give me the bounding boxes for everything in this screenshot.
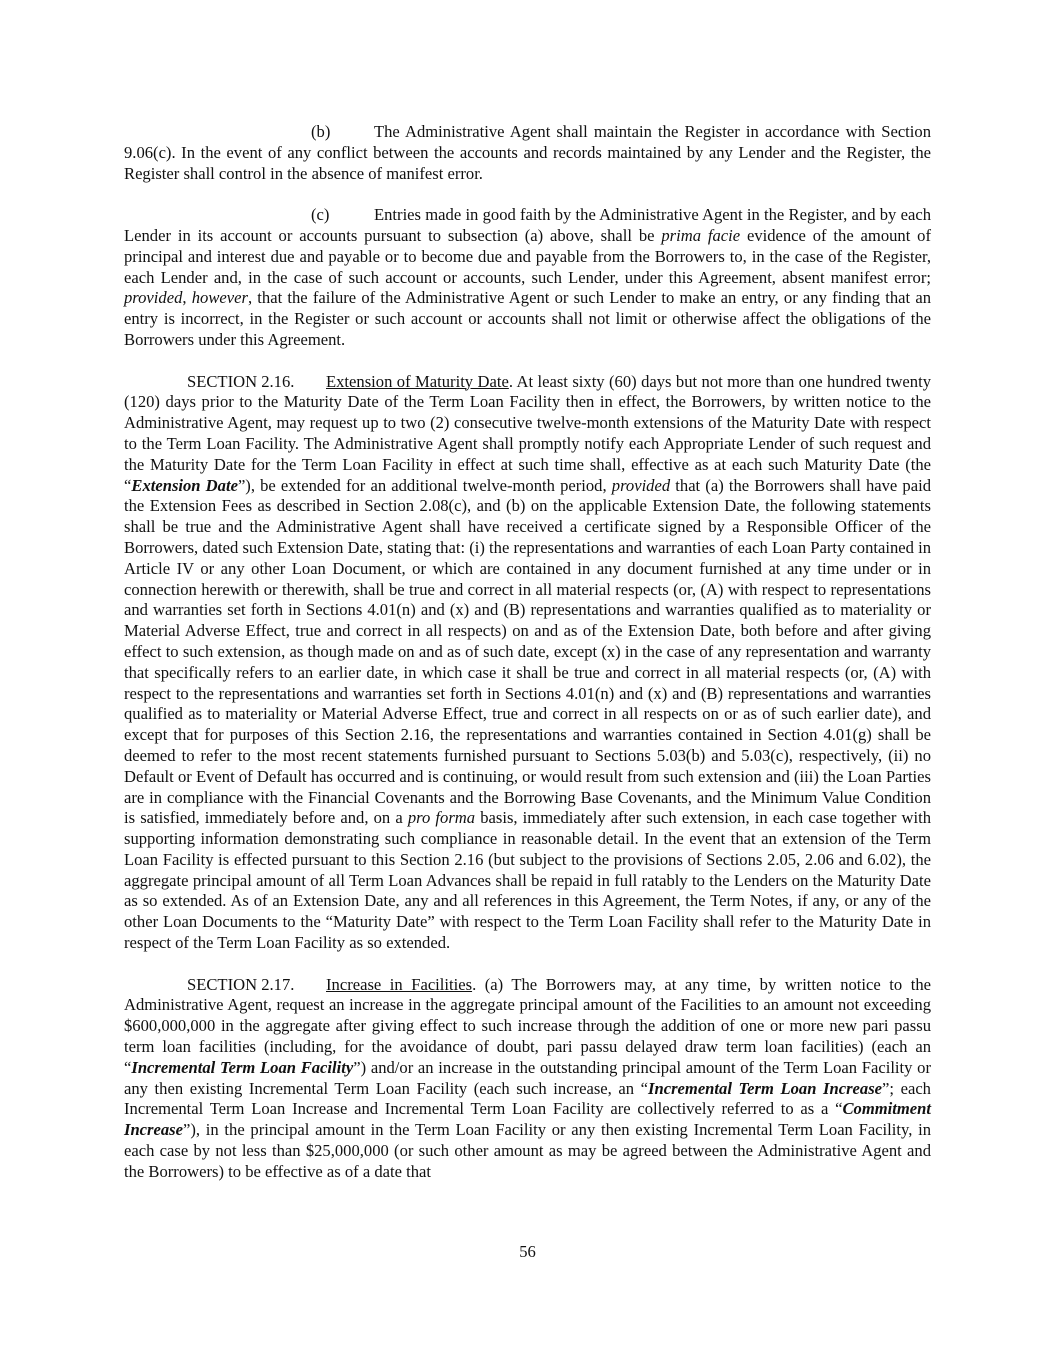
italic-term: provided	[611, 475, 671, 495]
defined-term: Incremental Term Loan Increase	[648, 1078, 883, 1098]
paragraph-b-label: (b)	[311, 122, 331, 141]
section-2-16-text: that (a) the Borrowers shall have paid the Extension Fees as described in Section 2.08(c), and (b) on the applicable Extension Date, the following statements shall be true and the Administrative Agent shall have received a certificate signed by a Responsible Officer of the Borrowers, dated such Extension Date, stating that: (i) the representations and warranties of each Loan Party contained in Article IV or any other Loan Document, or which are contained in any document furnished at any time under or in connection herewith or therewith, shall be true and correct in all material respects (or, (A) with respect to representations and warranties set forth in Sections 4.01(n) and (x) and (B) representations and warranties qualified as to materiality or Material Adverse Effect, true and correct in all respects) on and as of the Extension Date, both before and after giving effect to such extension, as though made on and as of such date, except (x) in the case of any representation and warranty that specifically refers to an earlier date, in which case it shall be true and correct in all material respects (or, (A) with respect to the representations and warranties set forth in Sections 4.01(n) and (x) and (B) representations and warranties qualified as to materiality or Material Adverse Effect, true and correct in all respects on or as of such earlier date), and except that for purposes of this Section 2.16, the representations and warranties contained in Section 4.01(g) shall be deemed to refer to the most recent statements furnished pursuant to Sections 5.03(b) and 5.03(c), respectively, (ii) no Default or Event of Default has occurred and is continuing, or would result from such extension and (iii) the Loan Parties are in compliance with the Financial Covenants and the Borrowing Base Covenants, and the Minimum Value Condition is satisfied, immediately before and, on a	[124, 475, 931, 828]
paragraph-b-text: The Administrative Agent shall maintain the Register in accordance with Section 9.06(c). In the event of any conflict between the accounts and records maintained by any Lender and the Register, the Register shall control in the absence of manifest error.	[124, 122, 931, 183]
section-2-16-text: ”), be extended for an additional twelve-month period,	[237, 475, 612, 495]
defined-term: Commitment Increase	[124, 1099, 931, 1140]
paragraph-c-text: evidence of the amount of principal and interest due and payable or to become due and payable from the Borrowers to, in the case of the Register, each Lender and, in the case of such account or accounts, such Lender, under this Agreement, absent manifest error;	[124, 225, 931, 287]
section-2-16	[124, 372, 931, 954]
section-2-17	[124, 975, 931, 1183]
section-2-17-text: ”) and/or an increase in the outstanding principal amount of the Term Loan Facility or any then existing Incremental Term Loan Facility (each such increase, an “	[124, 1057, 931, 1098]
italic-term: pro forma	[407, 808, 476, 828]
paragraph-c-text: Entries made in good faith by the Administrative Agent in the Register, and by each Lender in its account or accounts pursuant to subsection (a) above, shall be	[124, 205, 931, 245]
paragraph-c-text: , that the failure of the Administrative Agent or such Lender to make an entry, or any finding that an entry is incorrect, in the Register or such account or accounts shall not limit or otherwise affect the obligations of the Borrowers under this Agreement.	[124, 288, 931, 349]
section-2-17-number: SECTION 2.17.	[187, 974, 295, 994]
defined-term: Extension Date	[131, 475, 238, 495]
italic-term: prima facie	[661, 225, 741, 245]
paragraph-b	[124, 122, 931, 184]
page-number: 56	[519, 1242, 536, 1261]
section-2-16-number: SECTION 2.16.	[187, 371, 295, 391]
section-2-17-text: ”; each Incremental Term Loan Increase and Incremental Term Loan Facility are collectively referred to as a “	[124, 1078, 931, 1119]
italic-term: provided	[124, 288, 183, 308]
section-2-16-text: basis, immediately after such extension, in each case together with supporting information demonstrating such compliance in reasonable detail. In the event that an extension of the Term Loan Facility is effected pursuant to this Section 2.16 (but subject to the provisions of Sections 2.05, 2.06 and 6.02), the aggregate principal amount of all Term Loan Advances shall be repaid in full ratably to the Lenders on the Maturity Date as so extended. As of an Extension Date, any and all references in this Agreement, the Term Notes, if any, or any of the other Loan Documents to the “Maturity Date” with respect to the Term Loan Facility shall refer to the Maturity Date in respect of the Term Loan Facility as so extended.	[124, 808, 931, 953]
section-2-16-heading: Extension of Maturity Date	[326, 371, 509, 391]
paragraph-c-text: ,	[182, 288, 192, 308]
section-2-17-heading: Increase in Facilities	[326, 974, 473, 994]
paragraph-c-label: (c)	[311, 205, 330, 225]
section-2-17-text: ”), in the principal amount in the Term Loan Facility or any then existing Incremental Term Loan Facility, in each case by not less than $25,000,000 (or such other amount as may be agreed between the Administrative Agent and the Borrowers) to be effective as of a date that	[124, 1120, 931, 1181]
italic-term: however	[191, 288, 248, 308]
defined-term: Incremental Term Loan Facility	[131, 1057, 354, 1077]
section-2-17-text: . (a) The Borrowers may, at any time, by written notice to the Administrative Agent, request an increase in the aggregate principal amount of the Facilities to an amount not exceeding $600,000,000 in the aggregate after giving effect to such increase through the addition of one or more new pari passu term loan facilities (including, for the avoidance of doubt, pari passu delayed draw term loan facilities) (each an “	[124, 974, 931, 1077]
section-2-16-text: . At least sixty (60) days but not more than one hundred twenty (120) days prior to the Maturity Date of the Term Loan Facility then in effect, the Borrowers, by written notice to the Administrative Agent, may request up to two (2) consecutive twelve-month extensions of the Maturity Date with respect to the Term Loan Facility. The Administrative Agent shall promptly notify each Appropriate Lender of such request and the Maturity Date for the Term Loan Facility in effect at such time shall, effective as at each such Maturity Date (the “	[124, 371, 932, 495]
paragraph-c	[124, 205, 931, 351]
